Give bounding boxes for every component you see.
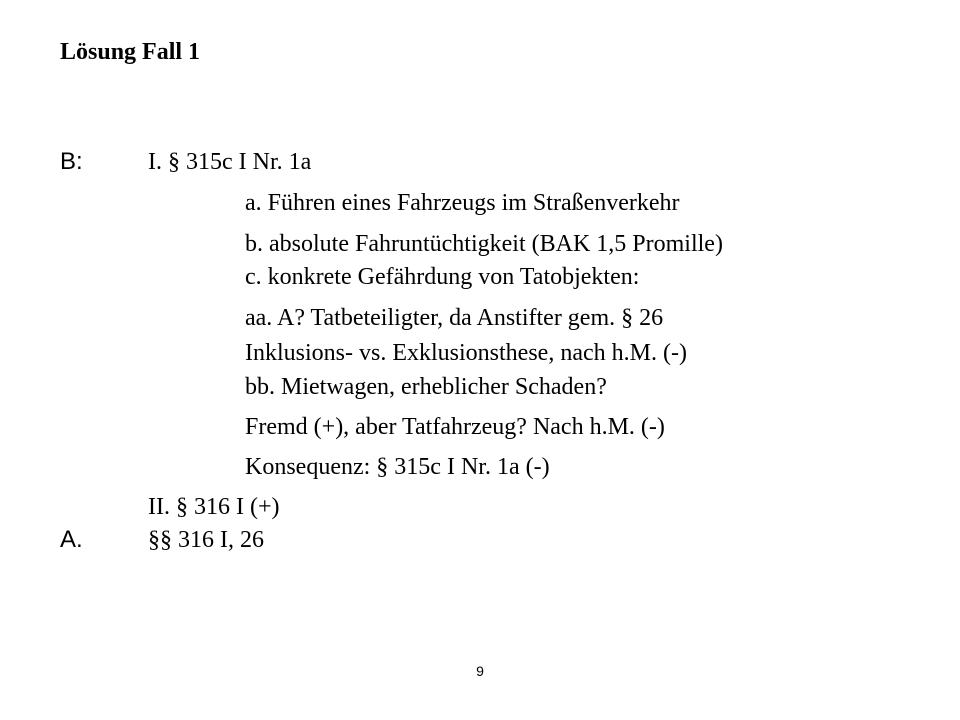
page-number: 9 (476, 663, 484, 679)
section-label-b: B: (60, 148, 83, 175)
item-bb: bb. Mietwagen, erheblicher Schaden? (245, 374, 607, 400)
heading-ii: II. § 316 I (+) (148, 494, 280, 520)
a-content: §§ 316 I, 26 (148, 527, 264, 553)
section-label-a: A. (60, 526, 83, 553)
item-fremd: Fremd (+), aber Tatfahrzeug? Nach h.M. (-) (245, 414, 665, 440)
item-b: b. absolute Fahruntüchtigkeit (BAK 1,5 Promille) (245, 231, 723, 257)
item-aa-line2: Inklusions- vs. Exklusionsthese, nach h.M. (-) (245, 340, 687, 366)
item-konsequenz: Konsequenz: § 315c I Nr. 1a (-) (245, 454, 550, 480)
slide-title: Lösung Fall 1 (60, 39, 201, 65)
item-c: c. konkrete Gefährdung von Tatobjekten: (245, 264, 640, 290)
item-a: a. Führen eines Fahrzeugs im Straßenverkehr (245, 190, 680, 216)
heading-i: I. § 315c I Nr. 1a (148, 149, 312, 175)
item-aa-line1: aa. A? Tatbeteiligter, da Anstifter gem. § 26 (245, 305, 664, 331)
